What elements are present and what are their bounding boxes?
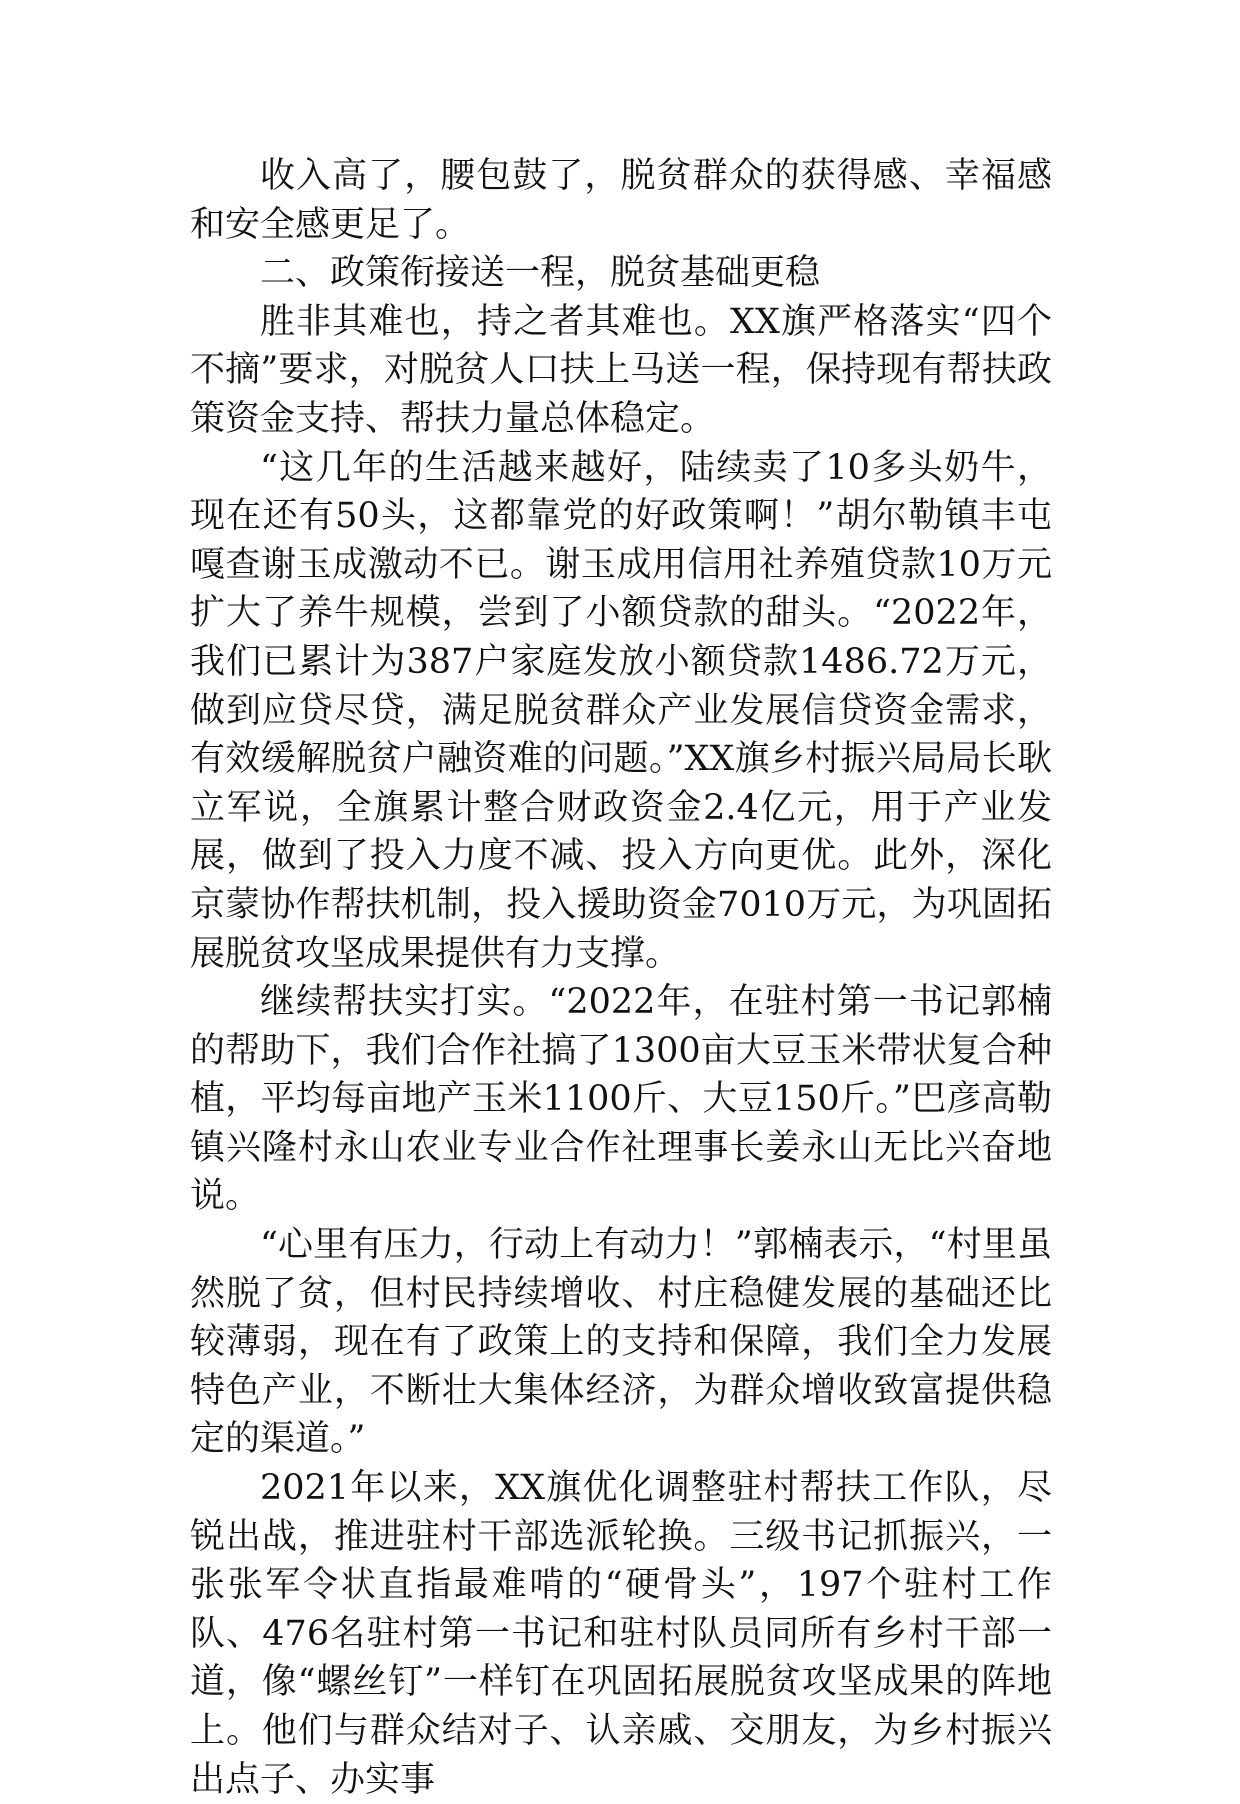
- paragraph-pressure-motivation: “心里有压力，行动上有动力！”郭楠表示，“村里虽然脱了贫，但村民持续增收、村庄稳健发展的基础还比较薄弱，现在有了政策上的支持和保障，我们全力发展特色产业，不断壮大集体经济，为群众增收致富提供稳定的渠道。”: [190, 1225, 1052, 1460]
- paragraph-work-teams: 2021年以来，XX旗优化调整驻村帮扶工作队，尽锐出战，推进驻村干部选派轮换。三级书记抓振兴，一张张军令状直指最难啃的“硬骨头”，197个驻村工作队、476名驻村第一书记和驻村队员同所有乡村干部一道，像“螺丝钉”一样钉在巩固拓展脱贫攻坚成果的阵地上。他们与群众结对子、认亲戚、交朋友，为乡村振兴出点子、办实事: [190, 1468, 1052, 1800]
- document-body: [190, 152, 1052, 1804]
- paragraph-four-not-remove: 胜非其难也，持之者其难也。XX旗严格落实“四个不摘”要求，对脱贫人口扶上马送一程，保持现有帮扶政策资金支持、帮扶力量总体稳定。: [190, 301, 1052, 439]
- paragraph-income: 收入高了，腰包鼓了，脱贫群众的获得感、幸福感和安全感更足了。: [190, 156, 1052, 245]
- paragraph-loans: “这几年的生活越来越好，陆续卖了10多头奶牛，现在还有50头，这都靠党的好政策啊！”胡尔勒镇丰屯嘎查谢玉成激动不已。谢玉成用信用社养殖贷款10万元扩大了养牛规模，尝到了小额贷款的甜头。“2022年，我们已累计为387户家庭发放小额贷款1486.72万元，做到应贷尽贷，满足脱贫群众产业发展信贷资金需求，有效缓解脱贫户融资难的问题。”XX旗乡村振兴局局长耿立军说，全旗累计整合财政资金2.4亿元，用于产业发展，做到了投入力度不减、投入方向更优。此外，深化京蒙协作帮扶机制，投入援助资金7010万元，为巩固拓展脱贫攻坚成果提供有力支撑。: [190, 447, 1052, 974]
- section-heading-policy: 二、政策衔接送一程，脱贫基础更稳: [260, 253, 821, 294]
- paragraph-continued-support: 继续帮扶实打实。“2022年，在驻村第一书记郭楠的帮助下，我们合作社搞了1300亩大豆玉米带状复合种植，平均每亩地产玉米1100斤、大豆150斤。”巴彦高勒镇兴隆村永山农业专业合作社理事长姜永山无比兴奋地说。: [190, 982, 1052, 1217]
